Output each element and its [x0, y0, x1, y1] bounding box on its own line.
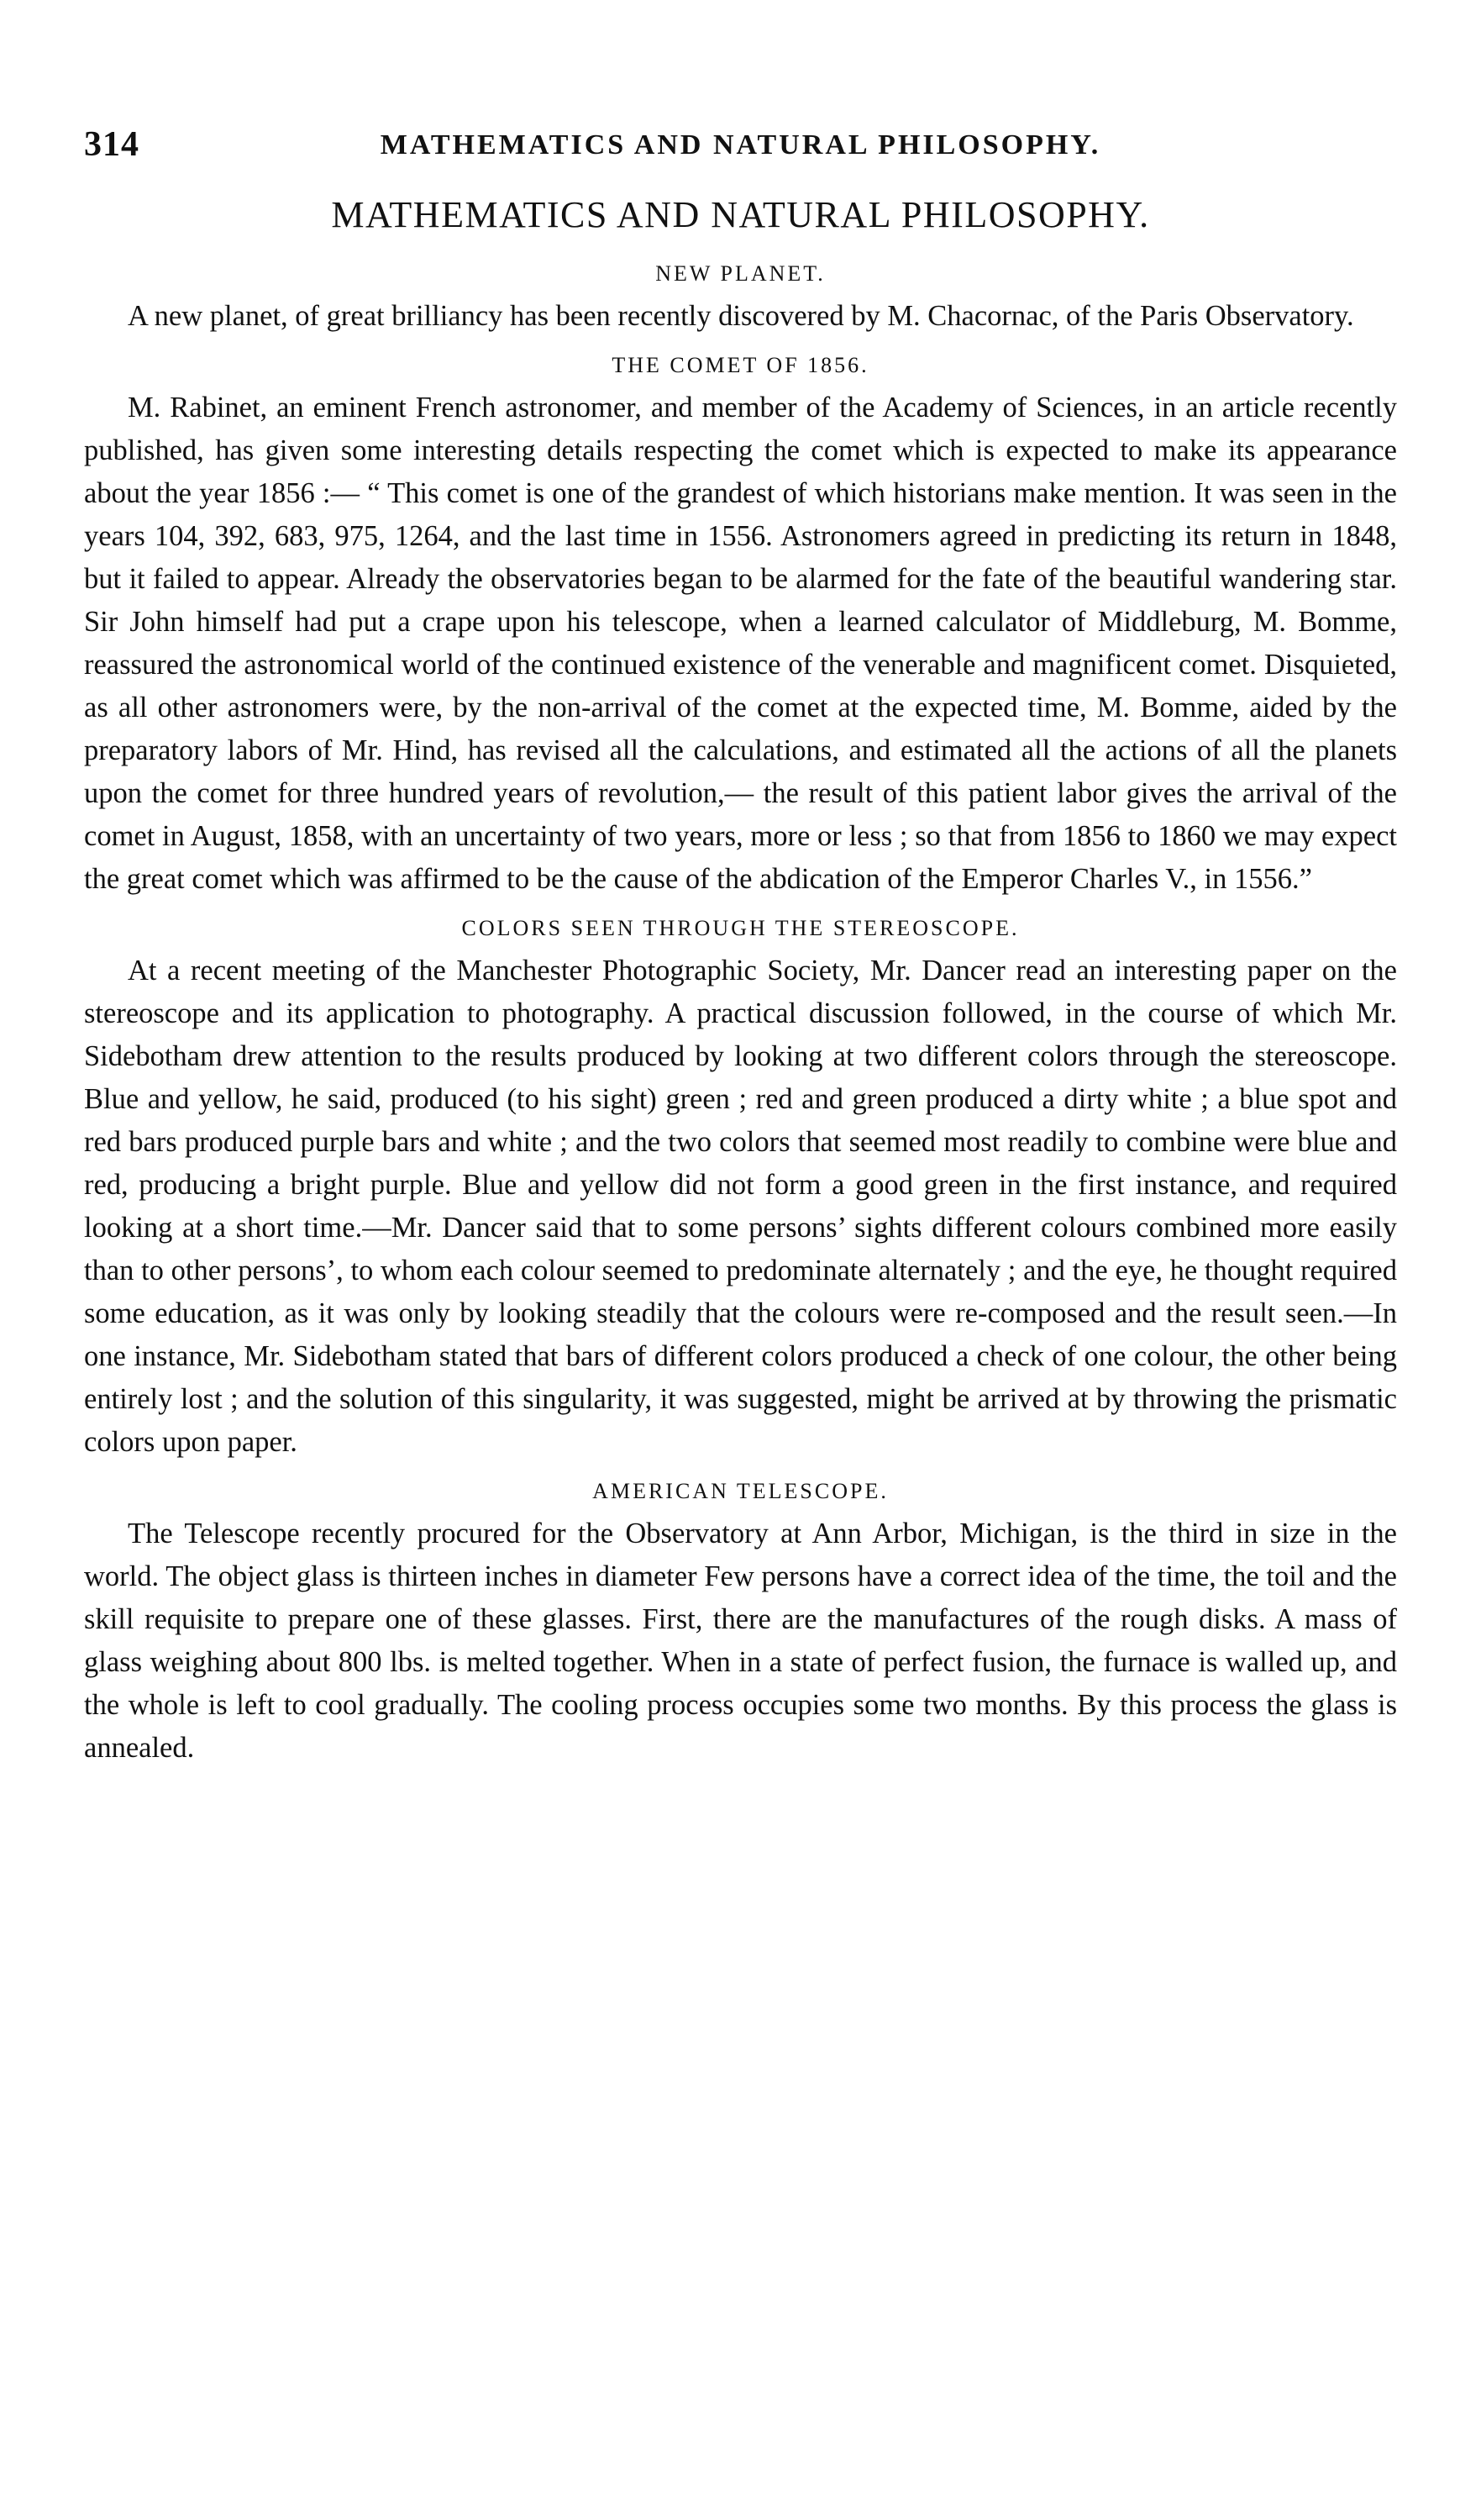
section-heading: THE COMET OF 1856. — [612, 353, 869, 377]
section-new-planet — [84, 261, 1397, 338]
section-stereoscope-colors — [84, 916, 1397, 1464]
section-heading: NEW PLANET. — [655, 261, 826, 286]
section-american-telescope — [84, 1479, 1397, 1770]
paragraph: At a recent meeting of the Manchester Photographic Society, Mr. Dancer read an interesting paper on the stereoscope and its application to photography. A practical discussion followed, in the course of which Mr. Sidebotham drew attention to the results produced by looking at two different colors through the stereoscope. Blue and yellow, he said, produced (to his sight) green ; red and green produced a dirty white ; a blue spot and red bars produced purple bars and white ; and the two colors that seemed most readily to combine were blue and red, producing a bright purple. Blue and yellow did not form a good green in the first instance, and required looking at a short time.—Mr. Dancer said that to some persons’ sights different colours combined more easily than to other persons’, to whom each colour seemed to predominate alternately ; and the eye, he thought required some education, as it was only by looking steadily that the colours were re-composed and the result seen.—In one instance, Mr. Sidebotham stated that bars of different colors produced a check of one colour, the other being entirely lost ; and the solution of this singularity, it was suggested, might be arrived at by throwing the prismatic colors upon paper. — [84, 955, 1397, 1458]
paragraph: M. Rabinet, an eminent French astronomer, and member of the Academy of Sciences, in an article recently published, has given some interesting details respecting the comet which is expected to make its appearance about the year 1856 :— “ This comet is one of the grandest of which historians make mention. It was seen in the years 104, 392, 683, 975, 1264, and the last time in 1556. Astronomers agreed in predicting its return in 1848, but it failed to appear. Already the observatories began to be alarmed for the fate of the beautiful wandering star. Sir John himself had put a crape upon his telescope, when a learned calculator of Middleburg, M. Bomme, reassured the astronomical world of the continued existence of the venerable and magnificent comet. Disquieted, as all other astronomers were, by the non-arrival of the comet at the expected time, M. Bomme, aided by the preparatory labors of Mr. Hind, has revised all the calculations, and estimated all the actions of all the planets upon the comet for three hundred years of revolution,— the result of this patient labor gives the arrival of the comet in August, 1858, with an uncertainty of two years, more or less ; so that from 1856 to 1860 we may expect the great comet which was affirmed to be the cause of the abdication of the Emperor Charles V., in 1556.” — [84, 392, 1397, 895]
running-title: MATHEMATICS AND NATURAL PHILOSOPHY. — [380, 129, 1101, 160]
section-heading: COLORS SEEN THROUGH THE STEREOSCOPE. — [461, 916, 1020, 940]
page-number: 314 — [84, 125, 139, 164]
section-comet-1856 — [84, 353, 1397, 901]
page-body — [84, 193, 1397, 1778]
main-title: MATHEMATICS AND NATURAL PHILOSOPHY. — [331, 194, 1150, 235]
paragraph: A new planet, of great brilliancy has been recently discovered by M. Chacornac, of the Paris Observatory. — [128, 300, 1354, 332]
paragraph: The Telescope recently procured for the Observatory at Ann Arbor, Michigan, is the third in size in the world. The object glass is thirteen inches in diameter Few persons have a correct idea of the time, the toil and the skill requisite to prepare one of these glasses. First, there are the manufactures of the rough disks. A mass of glass weighing about 800 lbs. is melted together. When in a state of perfect fusion, the furnace is walled up, and the whole is left to cool gradually. The cooling process occupies some two months. By this process the glass is annealed. — [84, 1518, 1397, 1764]
section-heading: AMERICAN TELESCOPE. — [592, 1479, 889, 1503]
